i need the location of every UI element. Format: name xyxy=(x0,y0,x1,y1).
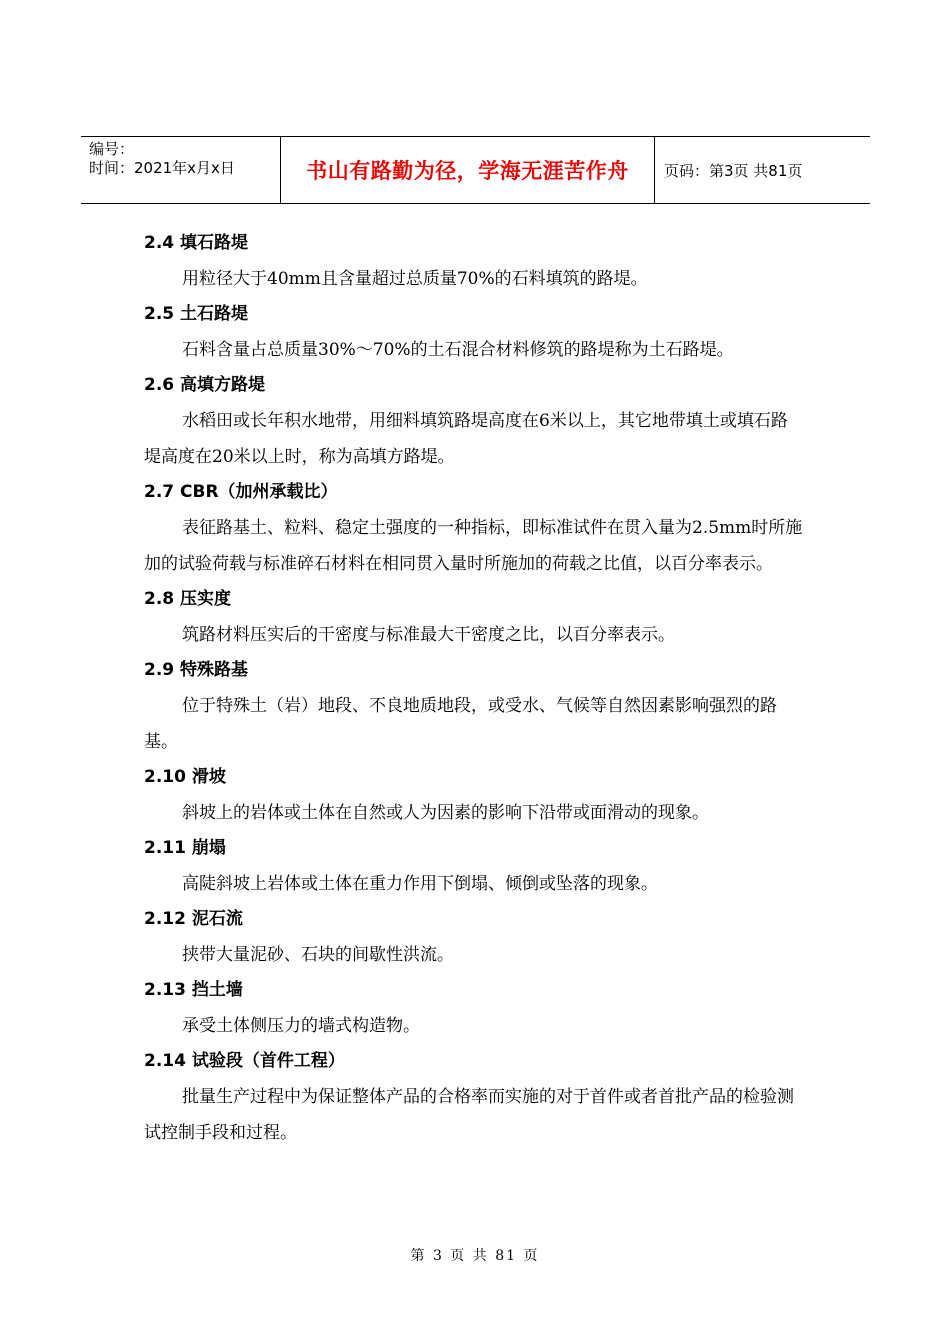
section-text: 筑路材料压实后的干密度与标准最大干密度之比，以百分率表示。 xyxy=(182,625,675,645)
section-heading: 2.4 填石路堤 xyxy=(144,233,249,253)
section xyxy=(144,1044,804,1151)
section-heading: 2.10 滑坡 xyxy=(144,767,226,787)
section xyxy=(144,475,804,582)
section-heading: 2.5 土石路堤 xyxy=(144,304,249,324)
section-text: 表征路基土、粒料、稳定土强度的一种指标，即标准试件在贯入量为2.5mm时所施加的试验荷载与标准碎石材料在相同贯入量时所施加的荷载之比值，以百分率表示。 xyxy=(144,518,803,574)
document-body xyxy=(144,226,804,1151)
section-heading: 2.14 试验段（首件工程） xyxy=(144,1051,345,1071)
section-text: 承受土体侧压力的墙式构造物。 xyxy=(182,1016,420,1036)
page-footer: 第 3 页 共 81 页 xyxy=(410,1248,540,1264)
section-text: 位于特殊土（岩）地段、不良地质地段，或受水、气候等自然因素影响强烈的路基。 xyxy=(144,696,777,752)
header-motto: 书山有路勤为径，学海无涯苦作舟 xyxy=(281,137,655,203)
section xyxy=(144,582,804,653)
document-number-label: 编号： xyxy=(89,140,135,158)
section-text: 石料含量占总质量30%～70%的土石混合材料修筑的路堤称为土石路堤。 xyxy=(182,340,734,360)
section-text: 批量生产过程中为保证整体产品的合格率而实施的对于首件或者首批产品的检验测试控制手段和过程。 xyxy=(144,1087,794,1143)
section xyxy=(144,902,804,973)
section xyxy=(144,368,804,475)
section-heading: 2.8 压实度 xyxy=(144,589,232,609)
section-text: 高陡斜坡上岩体或土体在重力作用下倒塌、倾倒或坠落的现象。 xyxy=(182,874,658,894)
section xyxy=(144,973,804,1044)
section-heading: 2.13 挡土墙 xyxy=(144,980,243,1000)
section xyxy=(144,226,804,297)
section xyxy=(144,760,804,831)
section xyxy=(144,297,804,368)
section-heading: 2.7 CBR（加州承载比） xyxy=(144,482,338,502)
header-meta xyxy=(81,137,281,203)
page-header xyxy=(81,136,870,204)
section-text: 水稻田或长年积水地带，用细料填筑路堤高度在6米以上，其它地带填土或填石路堤高度在20米以上时，称为高填方路堤。 xyxy=(144,411,788,467)
header-page-info: 页码：第3页 共81页 xyxy=(664,161,803,180)
section-heading: 2.9 特殊路基 xyxy=(144,660,249,680)
section-heading: 2.6 高填方路堤 xyxy=(144,375,266,395)
section-heading: 2.11 崩塌 xyxy=(144,838,226,858)
document-date: 时间：2021年x月x日 xyxy=(89,159,235,177)
section xyxy=(144,831,804,902)
section-text: 斜坡上的岩体或土体在自然或人为因素的影响下沿带或面滑动的现象。 xyxy=(182,803,709,823)
section-heading: 2.12 泥石流 xyxy=(144,909,243,929)
section xyxy=(144,653,804,760)
section-text: 挟带大量泥砂、石块的间歇性洪流。 xyxy=(182,945,454,965)
section-text: 用粒径大于40mm且含量超过总质量70%的石料填筑的路堤。 xyxy=(182,269,648,289)
